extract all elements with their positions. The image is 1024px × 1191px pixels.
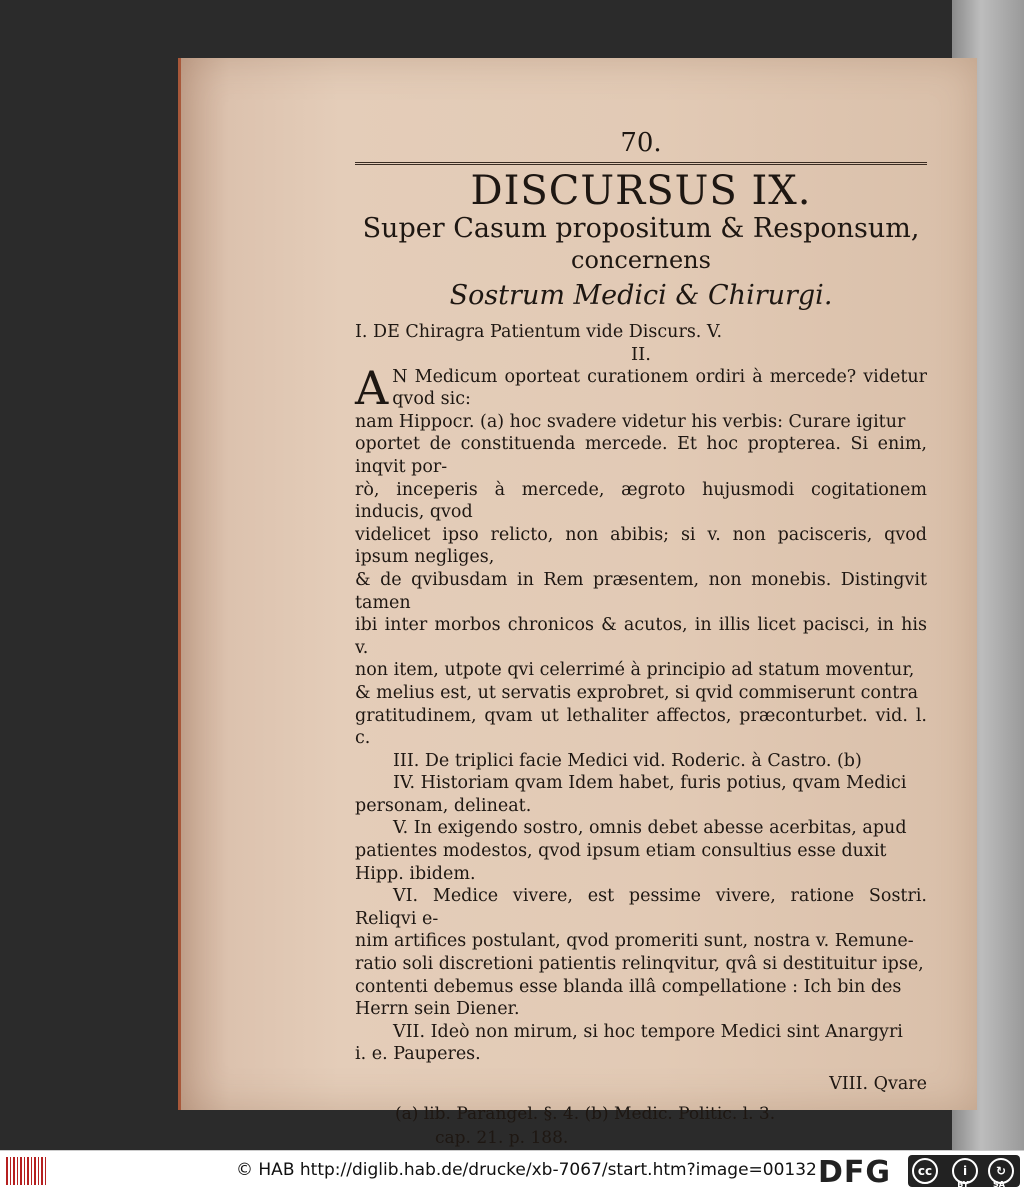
para2-line: N Medicum oporteat curationem ordiri à mercede? videtur qvod sic:: [392, 366, 927, 410]
section-2-number: II.: [631, 343, 651, 365]
sa-label: SA: [993, 1180, 1005, 1189]
page-content: [355, 128, 927, 1150]
section-1: I. DE Chiragra Patientum vide Discurs. V.: [355, 322, 723, 342]
para2-line: oportet de constituenda mercede. Et hoc propterea. Si enim, inqvit por-: [355, 434, 927, 477]
footnote-line: cap. 21. p. 188.: [435, 1128, 569, 1148]
section-7-line: i. e. Pauperes.: [355, 1044, 481, 1065]
by-icon: i: [952, 1158, 978, 1184]
cc-license-badge[interactable]: [908, 1155, 1020, 1187]
section-5-line: Hipp. ibidem.: [355, 863, 476, 884]
page-number: 70.: [620, 128, 662, 158]
source-link[interactable]: © HAB http://diglib.hab.de/drucke/xb-7067/start.htm?image=00132: [236, 1160, 817, 1180]
section-6-line: nim artifices postulant, qvod promeriti sunt, nostra v. Remune-: [355, 931, 914, 952]
para2-line: non item, utpote qvi celerrimé à principio ad statum moventur,: [355, 660, 915, 681]
section-6-line: ratio soli discretioni patientis relinqvitur, qvâ si destituitur ipse,: [355, 954, 924, 975]
section-4-line: personam, delineat.: [355, 795, 532, 816]
section-6-line: VI. Medice vivere, est pessime vivere, ratione Sostri. Reliqvi e-: [355, 886, 927, 929]
cc-icon: cc: [912, 1158, 938, 1184]
drop-cap: A: [355, 360, 389, 415]
footnotes: [395, 1102, 927, 1150]
header-rule: [355, 162, 927, 165]
section-5-line: patientes modestos, qvod ipsum etiam consultius esse duxit: [355, 841, 887, 862]
sa-icon: ↻: [988, 1158, 1014, 1184]
subtitle-3: Sostrum Medici & Chirurgi.: [449, 280, 833, 311]
catchword: VIII. Qvare: [829, 1074, 927, 1094]
para2-line: videlicet ipso relicto, non abibis; si v. non pacisceris, qvod ipsum negliges,: [355, 524, 927, 568]
para2-line: rò, inceperis à mercede, ægroto hujusmodi cogitationem inducis, qvod: [355, 479, 927, 523]
para2-line: ibi inter morbos chronicos & acutos, in illis licet pacisci, in his v.: [355, 615, 927, 658]
page-title: DISCURSUS IX.: [470, 168, 812, 214]
section-4-line: IV. Historiam qvam Idem habet, furis potius, qvam Medici: [393, 773, 907, 794]
subtitle-2: concernens: [571, 246, 711, 274]
section-6-line: contenti debemus esse blanda illâ compellatione : Ich bin des: [355, 976, 902, 997]
section-2-text: [355, 360, 927, 750]
section-5-line: V. In exigendo sostro, omnis debet abesse acerbitas, apud: [393, 818, 907, 839]
by-label: BY: [957, 1180, 969, 1189]
para2-line: gratitudinem, qvam ut lethaliter affectos, præconturbet. vid. l. c.: [355, 705, 927, 749]
para2-line: & de qvibusdam in Rem præsentem, non monebis. Distingvit tamen: [355, 569, 927, 613]
subtitle: Super Casum propositum & Responsum,: [362, 213, 920, 244]
section-6-line: Herrn sein Diener.: [355, 999, 520, 1020]
viewer-footer: [0, 1150, 1024, 1191]
para2-line: & melius est, ut servatis exprobret, si qvid commiserunt contra: [355, 682, 919, 703]
para2-line: nam Hippocr. (a) hoc svadere videtur his verbis: Curare igitur: [355, 411, 906, 432]
hab-logo-icon[interactable]: [6, 1157, 46, 1185]
section-3: III. De triplici facie Medici vid. Roderic. à Castro. (b): [393, 750, 862, 771]
section-7-line: VII. Ideò non mirum, si hoc tempore Medici sint Anargyri: [393, 1021, 903, 1042]
dfg-logo[interactable]: DFG: [818, 1155, 892, 1190]
footnote-line: (a) lib. Parangel. §. 4. (b) Medic. Politic. l. 3.: [395, 1104, 776, 1124]
